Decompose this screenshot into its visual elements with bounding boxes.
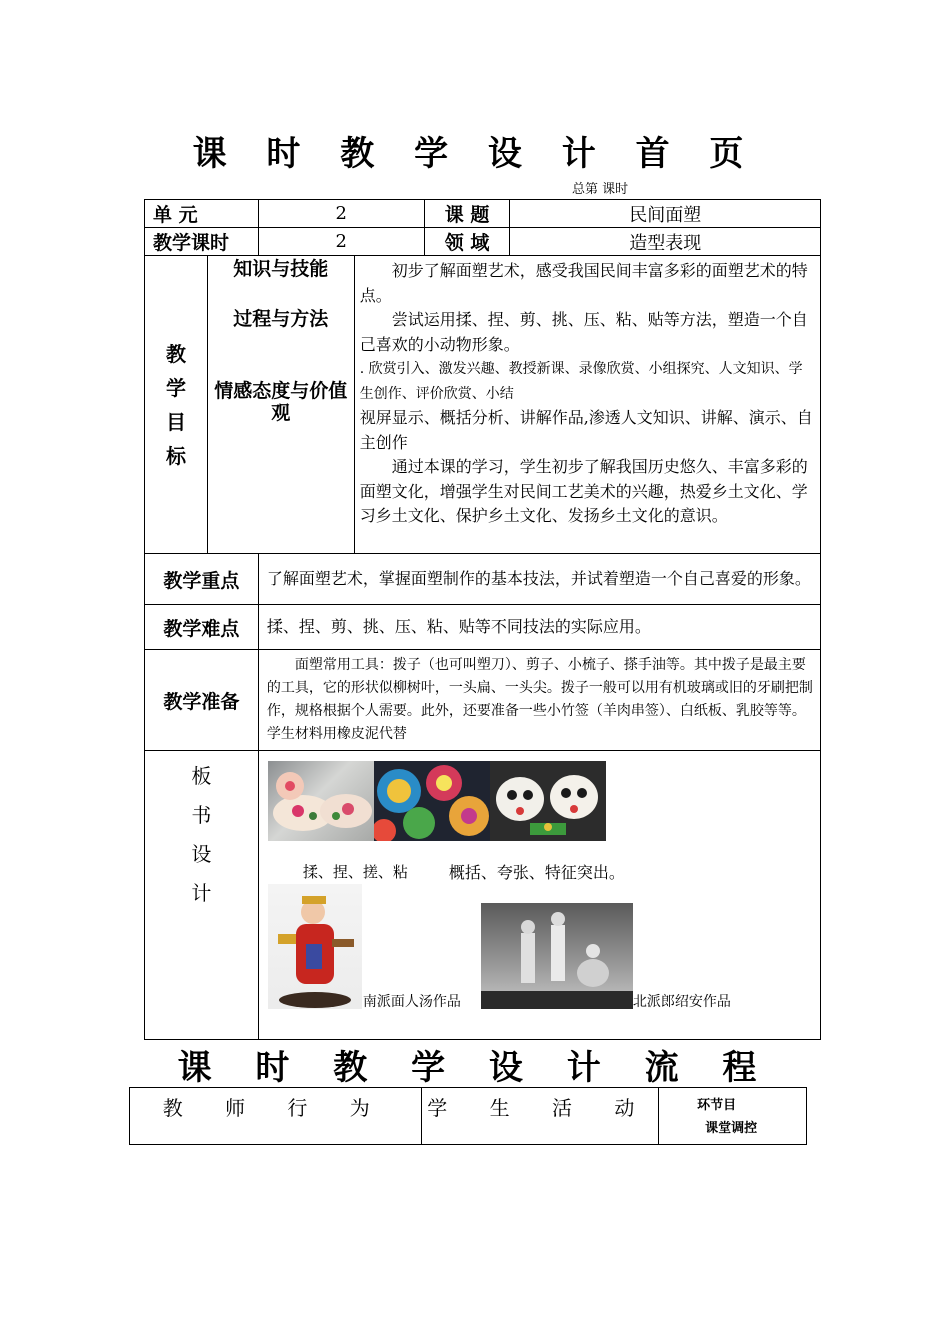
objectives-text — [354, 256, 820, 554]
features-text: 概括、夸张、特征突出。 — [448, 863, 625, 882]
objectives-side-label: 教 学 目 标 — [145, 256, 208, 554]
prep-text: 面塑常用工具：拨子（也可叫塑刀）、剪子、小梳子、搽手油等。其中拨子是最主要的工具，它的形状似柳树叶，一头扁、一头尖。拨子一般可以用有机玻璃或旧的牙刷把制作，规格根据个人需要。此外，还要准备一些小竹签（羊肉串签）、白纸板、乳胶等等。学生材料用橡皮泥代替 — [258, 650, 820, 751]
difficulty-label: 教学难点 — [145, 605, 259, 650]
unit-value: 2 — [258, 200, 424, 228]
hours-label: 教学课时 — [145, 228, 259, 256]
tiger-dough-photo — [490, 761, 606, 841]
objective-process-methods: 视屏显示、概括分析、讲解作品,渗透人文知识、讲解、演示、自主创作 — [359, 408, 813, 452]
objective-knowledge: 初步了解面塑艺术，感受我国民间丰富多彩的面塑艺术的特点。 — [359, 261, 808, 305]
north-school-photo — [481, 903, 633, 1009]
student-header: 学 生 活 动 — [421, 1088, 659, 1145]
objective-emotion: 通过本课的学习，学生初步了解我国历史悠久、丰富多彩的面塑文化，增强学生对民间工艺美术的兴趣，热爱乡土文化、学习乡土文化、保护乡土文化、发扬乡土文化的意识。 — [359, 457, 808, 525]
lesson-info-table — [144, 199, 821, 1040]
control-header: 环节目 课堂调控 — [659, 1088, 807, 1145]
process-label: 过程与方法 — [233, 308, 329, 330]
unit-label: 单 元 — [145, 200, 259, 228]
knowledge-label: 知识与技能 — [233, 258, 329, 280]
key-text: 了解面塑艺术，掌握面塑制作的基本技法，并试着塑造一个自己喜爱的形象。 — [258, 554, 820, 605]
difficulty-text: 揉、捏、剪、挑、压、粘、贴等不同技法的实际应用。 — [258, 605, 820, 650]
flow-title: 课 时 教 学 设 计 流 程 — [177, 1048, 773, 1088]
south-caption: 南派面人汤作品 — [362, 994, 461, 1010]
techniques-text: 揉、捏、搓、粘 — [302, 863, 408, 881]
flow-table — [129, 1087, 807, 1145]
board-side-label: 板 书 设 计 — [145, 751, 259, 1040]
emotion-label: 情感态度与价值观 — [214, 380, 348, 424]
board-design — [258, 751, 820, 1040]
dough-flower-photo — [268, 761, 374, 841]
teacher-header: 教 师 行 为 — [130, 1088, 422, 1145]
lesson-count: 总第 课时 — [572, 182, 629, 197]
key-label: 教学重点 — [145, 554, 259, 605]
objective-process-steps: . 欣赏引入、激发兴趣、教授新课、录像欣赏、小组探究、人文知识、学生创作、评价欣赏、小结 — [359, 361, 803, 402]
objective-categories — [207, 256, 354, 554]
field-label: 领 域 — [424, 228, 510, 256]
topic-label: 课 题 — [424, 200, 510, 228]
colorful-dough-photo — [374, 761, 490, 841]
north-caption: 北派郎绍安作品 — [632, 994, 731, 1010]
topic-value: 民间面塑 — [510, 200, 821, 228]
prep-label: 教学准备 — [145, 650, 259, 751]
south-school-photo — [268, 884, 362, 1009]
page-title: 课 时 教 学 设 计 首 页 — [192, 134, 758, 174]
hours-value: 2 — [258, 228, 424, 256]
objective-process: 尝试运用揉、捏、剪、挑、压、粘、贴等方法，塑造一个自己喜欢的小动物形象。 — [359, 310, 808, 354]
field-value: 造型表现 — [510, 228, 821, 256]
